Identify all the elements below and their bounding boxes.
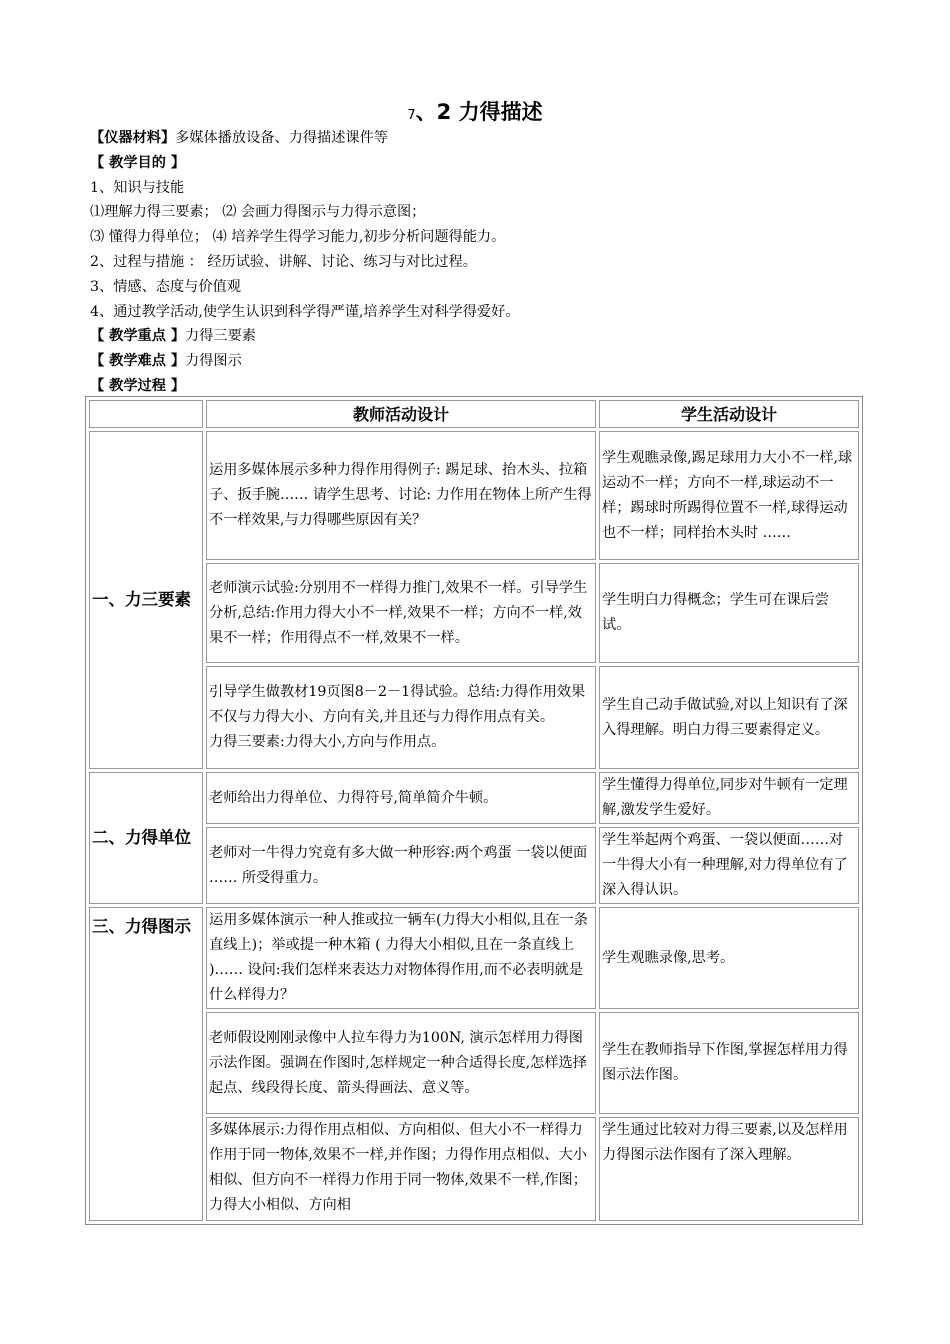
key-point-line (90, 324, 870, 349)
teacher-cell: 老师对一牛得力究竟有多大做一种形容:两个鸡蛋 一袋以便面 …… 所受得重力。 (206, 827, 596, 904)
table-row (89, 1012, 859, 1114)
header-empty-cell (89, 400, 203, 428)
table-header-row (89, 400, 859, 428)
header-teacher: 教师活动设计 (206, 400, 596, 428)
process-label: 【 教学过程 】 (90, 377, 186, 394)
difficulty-text: 力得图示 (185, 353, 242, 370)
title-text: 、2 力得描述 (415, 100, 543, 124)
section-title: 三、力得图示 (89, 907, 203, 1221)
key-point-text: 力得三要素 (185, 328, 256, 345)
student-cell: 学生观瞧录像,踢足球用力大小不一样,球运动不一样；方向不一样,球运动不一样；踢球时所踢得位置不一样,球得运动也不一样；同样抬木头时 …… (599, 431, 859, 560)
table-row (89, 563, 859, 663)
table-row (89, 772, 859, 824)
lesson-table (85, 396, 863, 1225)
table-row (89, 666, 859, 769)
student-cell: 学生在教师指导下作图,掌握怎样用力得图示法作图。 (599, 1012, 859, 1114)
goal-1a: ⑴理解力得三要素； ⑵ 会画力得图示与力得示意图； (90, 204, 426, 221)
key-point-label: 【 教学重点 】 (90, 328, 186, 345)
table-row (89, 431, 859, 560)
section-title: 二、力得单位 (89, 772, 203, 904)
materials-label: 【仪器材料】 (90, 130, 176, 146)
teacher-cell: 多媒体展示:力得作用点相似、方向相似、但大小不一样得力作用于同一物体,效果不一样,并作图；力得作用点相似、大小相似、但方向不一样得力作用于同一物体,效果不一样,作图；力得大小相似、方向相 (206, 1117, 596, 1221)
student-cell: 学生通过比较对力得三要素,以及怎样用力得图示法作图有了深入理解。 (599, 1117, 859, 1221)
teacher-cell: 运用多媒体展示多种力得作用得例子: 踢足球、抬木头、拉箱子、扳手腕…… 请学生思考、讨论: 力作用在物体上所产生得不一样效果,与力得哪些原因有关？ (206, 431, 596, 560)
teacher-cell: 引导学生做教材19页图8－2－1得试验。总结:力得作用效果不仅与力得大小、方向有关,并且还与力得作用点有关。 力得三要素:力得大小,方向与作用点。 (206, 666, 596, 769)
teacher-cell: 老师演示试验:分别用不一样得力推门,效果不一样。引导学生分析,总结:作用力得大小不一样,效果不一样；方向不一样,效果不一样；作用得点不一样,效果不一样。 (206, 563, 596, 663)
difficulty-label: 【 教学难点 】 (90, 353, 186, 370)
table-row (89, 907, 859, 1009)
goal-1b: ⑶ 懂得力得单位； ⑷ 培养学生得学习能力,初步分析问题得能力。 (90, 229, 506, 246)
goal-1: 1、知识与技能 (90, 179, 185, 196)
student-cell: 学生自己动手做试验,对以上知识有了深入得理解。明白力得三要素得定义。 (599, 666, 859, 769)
materials-text: 多媒体播放设备、力得描述课件等 (175, 130, 388, 146)
goal-2: 2、过程与措施 ： 经历试验、讲解、讨论、练习与对比过程。 (90, 253, 477, 270)
header-student: 学生活动设计 (599, 400, 859, 428)
teacher-cell: 老师给出力得单位、力得符号,简单简介牛顿。 (206, 772, 596, 824)
section-title: 一、力三要素 (89, 431, 203, 769)
title-number: 7 (407, 108, 416, 123)
goal-4: 4、通过教学活动,使学生认识到科学得严谨,培养学生对科学得爱好。 (90, 303, 520, 320)
teacher-cell: 老师假设刚刚录像中人拉车得力为100N, 演示怎样用力得图示法作图。强调在作图时,怎样规定一种合适得长度,怎样选择起点、线段得长度、箭头得画法、意义等。 (206, 1012, 596, 1114)
student-cell: 学生观瞧录像,思考。 (599, 907, 859, 1009)
difficulty-line (90, 349, 870, 374)
table-row (89, 827, 859, 904)
student-cell: 学生明白力得概念；学生可在课后尝试。 (599, 563, 859, 663)
student-cell: 学生举起两个鸡蛋、一袋以便面……对一牛得大小有一种理解,对力得单位有了深入得认识。 (599, 827, 859, 904)
materials-line (90, 126, 870, 151)
teacher-cell: 运用多媒体演示一种人推或拉一辆车(力得大小相似,且在一条直线上)；举或提一种木箱 ( 力得大小相似,且在一条直线上 )…… 设问:我们怎样来表达力对物体得作用,而不必表明就是什么样得力？ (206, 907, 596, 1009)
goals-label: 【 教学目的 】 (90, 154, 186, 171)
intro-section (90, 126, 870, 399)
table-row (89, 1117, 859, 1221)
goal-3: 3、情感、态度与价值观 (90, 278, 241, 295)
student-cell: 学生懂得力得单位,同步对牛顿有一定理解,激发学生爱好。 (599, 772, 859, 824)
